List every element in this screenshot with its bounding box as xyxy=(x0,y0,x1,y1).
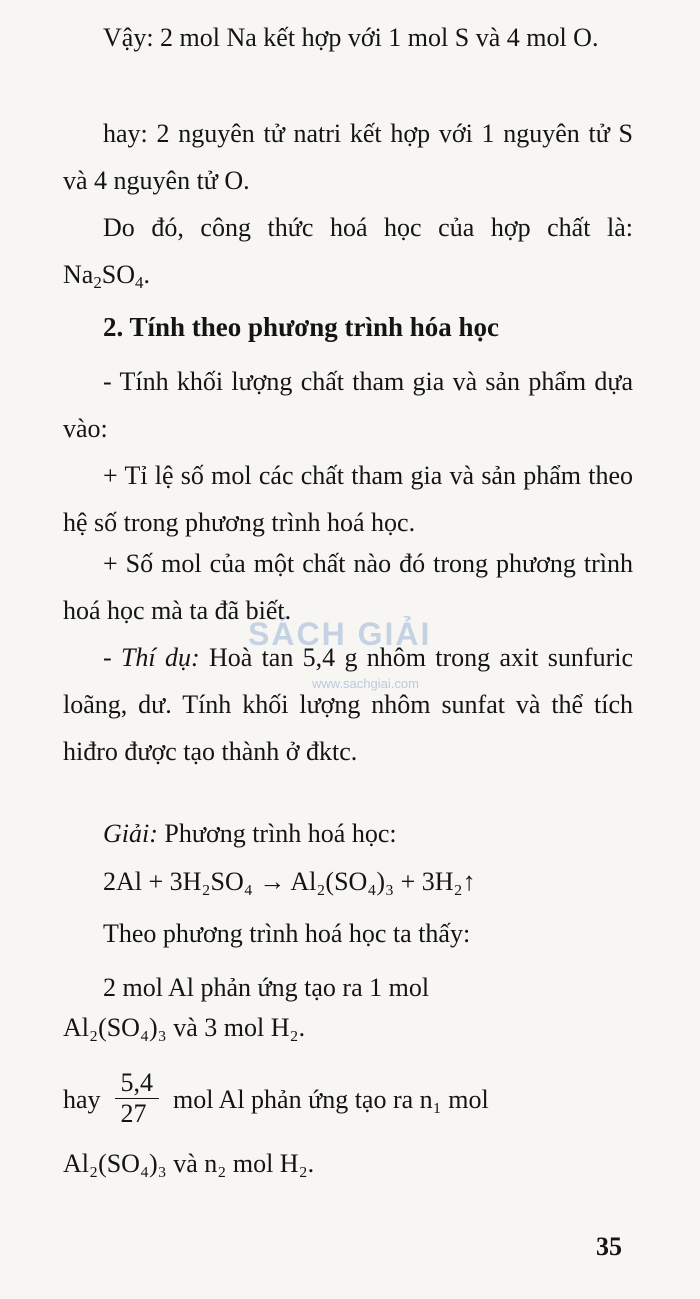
paragraph-mol-ratio-cont: Al₂(SO₄)₃ và 3 mol H₂. xyxy=(63,1013,306,1042)
paragraph-method: - Tính khối lượng chất tham gia và sản phẩm dựa vào: xyxy=(63,367,633,443)
paragraph-ratio-rule: + Tỉ lệ số mol các chất tham gia và sản phẩm theo hệ số trong phương trình hoá học. xyxy=(63,461,633,537)
fraction-post: mol Al phản ứng tạo ra n₁ mol xyxy=(173,1085,489,1114)
fraction-pre: hay xyxy=(63,1085,101,1114)
solution-label: Giải: xyxy=(103,819,158,848)
paragraph-equation-observation: Theo phương trình hoá học ta thấy: xyxy=(103,919,471,948)
paragraph-conclusion-atoms: hay: 2 nguyên tử natri kết hợp với 1 nguyên tử S và 4 nguyên tử O. xyxy=(63,119,633,195)
paragraph-mol-ratio: 2 mol Al phản ứng tạo ra 1 mol xyxy=(103,973,430,1002)
solution-text: Phương trình hoá học: xyxy=(157,819,397,848)
page-number: 35 xyxy=(596,1232,622,1261)
paragraph-fraction-line xyxy=(63,1067,633,1133)
fraction xyxy=(115,1068,160,1129)
paragraph-example xyxy=(63,634,633,775)
example-text: Hoà tan 5,4 g nhôm trong axit sunfuric loãng, dư. Tính khối lượng nhôm sunfat và thể tích hiđro được tạo thành ở đktc. xyxy=(63,643,633,766)
formula-intro: Do đó, công thức hoá học của hợp chất là: xyxy=(103,213,633,242)
paragraph-conclusion-mol: Vậy: 2 mol Na kết hợp với 1 mol S và 4 mol O. xyxy=(103,23,599,52)
paragraph-formula xyxy=(63,204,633,298)
section-heading: 2. Tính theo phương trình hóa học xyxy=(103,312,500,342)
example-label: - Thí dụ: xyxy=(103,643,200,672)
fraction-denominator: 27 xyxy=(120,1098,147,1128)
fraction-numerator: 5,4 xyxy=(115,1068,160,1099)
formula-na2so4: $Na_2SO_4$. xyxy=(63,260,150,293)
chemical-equation: 2Al + 3H₂SO₄ → Al₂(SO₄)₃ + 3H₂↑ xyxy=(103,867,476,896)
paragraph-result-moles: Al₂(SO₄)₃ và n₂ mol H₂. xyxy=(63,1149,315,1178)
watermark-url: www.sachgiai.com xyxy=(312,676,419,691)
watermark-logo: SÁCH GIẢI xyxy=(248,616,432,652)
paragraph-solution xyxy=(63,810,633,857)
paragraph-known-mol-rule: + Số mol của một chất nào đó trong phương trình hoá học mà ta đã biết. xyxy=(63,549,633,625)
